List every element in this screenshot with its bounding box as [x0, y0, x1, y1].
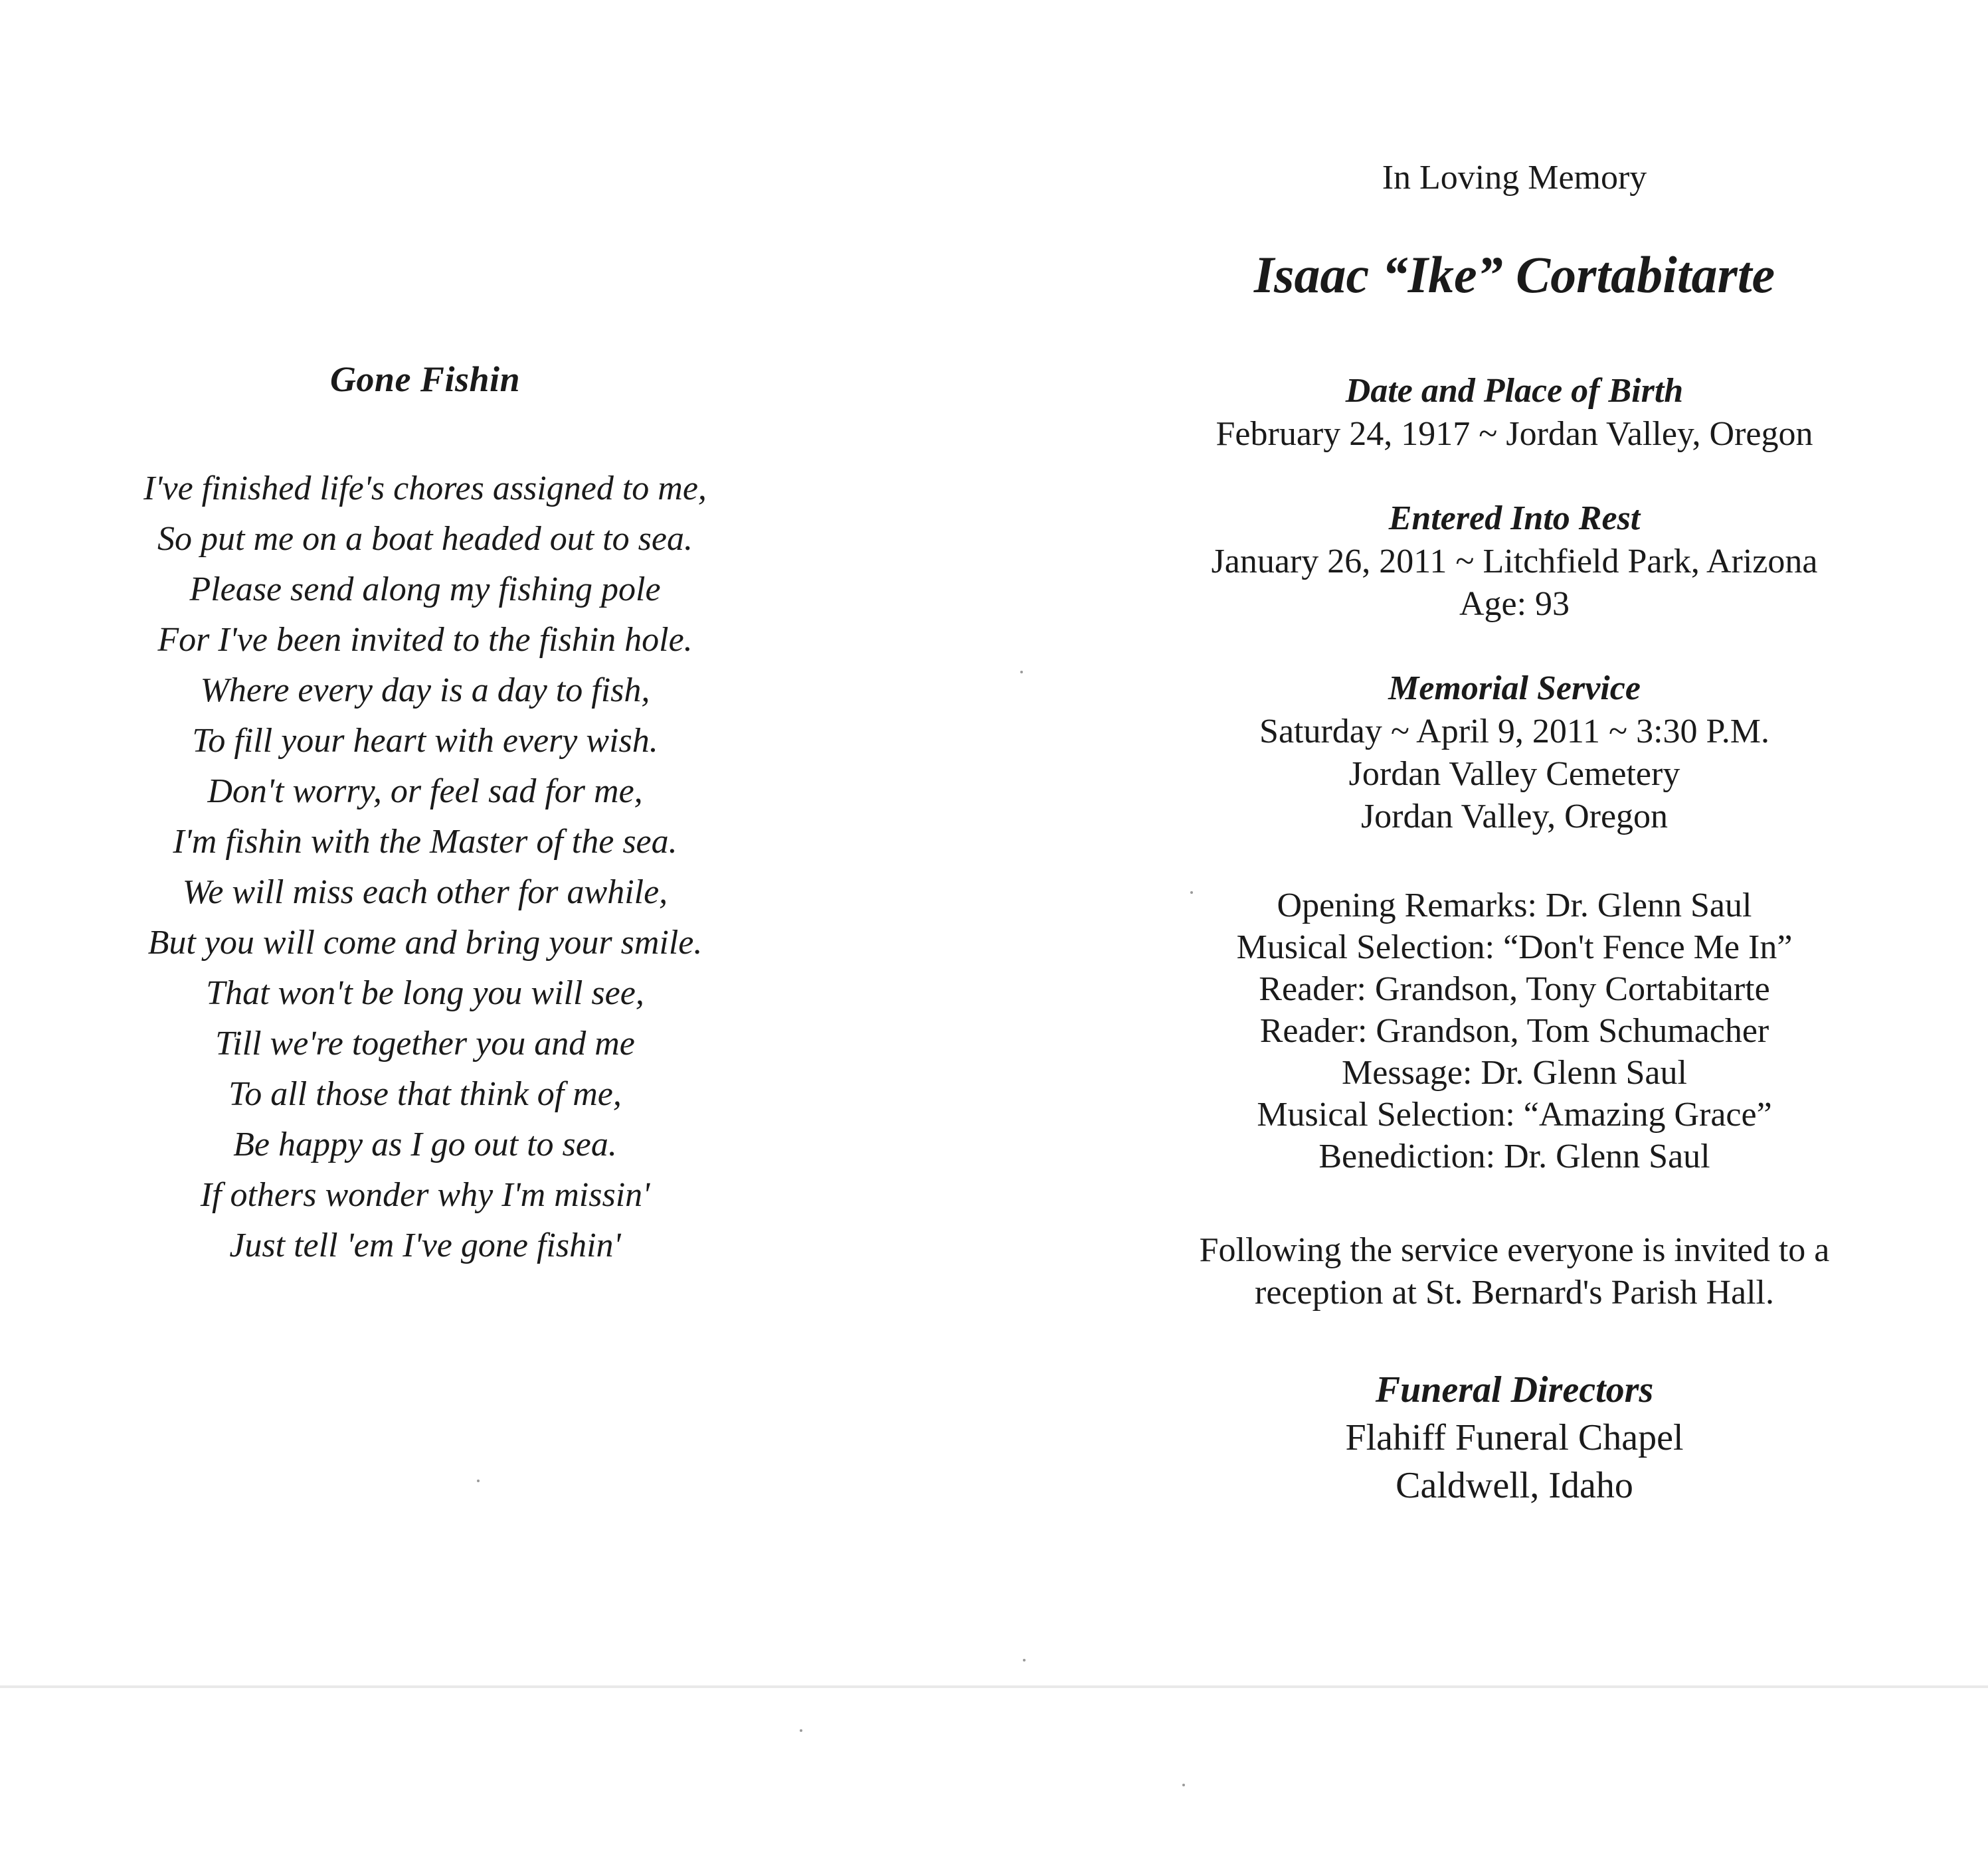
- birth-heading: Date and Place of Birth: [1345, 372, 1684, 410]
- poem-panel: [93, 359, 757, 1271]
- poem-line: I'm fishin with the Master of the sea.: [173, 823, 678, 861]
- service-city: Jordan Valley, Oregon: [1360, 798, 1669, 835]
- poem-line: To fill your heart with every wish.: [192, 722, 658, 760]
- poem-line: So put me on a boat headed out to sea.: [157, 520, 693, 558]
- poem-line: Till we're together you and me: [215, 1025, 635, 1063]
- poem-line: But you will come and bring your smile.: [147, 924, 703, 962]
- reception-note: [1129, 1229, 1900, 1314]
- poem-line: For I've been invited to the fishin hole.: [157, 621, 693, 659]
- order-of-service: [1129, 885, 1900, 1177]
- rest-line: January 26, 2011 ~ Litchfield Park, Arizona: [1211, 543, 1818, 580]
- poem-line: To all those that think of me,: [228, 1075, 622, 1113]
- poem-lines: [93, 464, 757, 1271]
- service-place: Jordan Valley Cemetery: [1348, 755, 1680, 793]
- poem-line: If others wonder why I'm missin': [200, 1176, 650, 1214]
- scan-speck: [1020, 671, 1023, 673]
- program-panel: [1129, 151, 1900, 1509]
- poem-line: Please send along my fishing pole: [189, 570, 661, 608]
- directors-name: Flahiff Funeral Chapel: [1345, 1417, 1684, 1458]
- order-item: Opening Remarks: Dr. Glenn Saul: [1277, 887, 1752, 924]
- reception-line: reception at St. Bernard's Parish Hall.: [1255, 1274, 1774, 1312]
- poem-line: Just tell 'em I've gone fishin': [229, 1227, 621, 1264]
- directors-section: [1129, 1366, 1900, 1509]
- poem-line: That won't be long you will see,: [206, 974, 644, 1012]
- poem-line: We will miss each other for awhile,: [182, 873, 668, 911]
- scan-fold-line: [0, 1685, 1988, 1688]
- poem-title: Gone Fishin: [329, 359, 521, 399]
- service-section: [1129, 667, 1900, 838]
- order-item: Reader: Grandson, Tom Schumacher: [1259, 1012, 1769, 1050]
- poem-line: I've finished life's chores assigned to me,: [143, 469, 707, 507]
- birth-section: [1129, 369, 1900, 456]
- poem-line: Be happy as I go out to sea.: [233, 1126, 617, 1163]
- scan-speck: [1182, 1784, 1185, 1786]
- service-date: Saturday ~ April 9, 2011 ~ 3:30 P.M.: [1259, 713, 1769, 750]
- scan-speck: [1023, 1659, 1026, 1662]
- directors-city: Caldwell, Idaho: [1396, 1465, 1633, 1506]
- order-item: Musical Selection: “Don't Fence Me In”: [1236, 928, 1793, 966]
- age-line: Age: 93: [1459, 585, 1570, 623]
- birth-line: February 24, 1917 ~ Jordan Valley, Oregon: [1216, 415, 1813, 453]
- order-item: Benediction: Dr. Glenn Saul: [1318, 1138, 1710, 1175]
- scan-speck: [800, 1729, 802, 1732]
- order-item: Musical Selection: “Amazing Grace”: [1257, 1096, 1772, 1134]
- service-heading: Memorial Service: [1388, 669, 1641, 707]
- order-item: Message: Dr. Glenn Saul: [1342, 1054, 1687, 1092]
- deceased-name: Isaac “Ike” Cortabitarte: [1253, 246, 1775, 303]
- reception-line: Following the service everyone is invited to a: [1199, 1231, 1830, 1269]
- directors-heading: Funeral Directors: [1375, 1369, 1654, 1410]
- rest-heading: Entered Into Rest: [1388, 499, 1641, 537]
- rest-section: [1129, 497, 1900, 626]
- memory-header: In Loving Memory: [1382, 159, 1647, 197]
- poem-line: Don't worry, or feel sad for me,: [207, 772, 643, 810]
- poem-line: Where every day is a day to fish,: [200, 671, 650, 709]
- order-item: Reader: Grandson, Tony Cortabitarte: [1259, 970, 1770, 1008]
- scan-speck: [477, 1480, 480, 1482]
